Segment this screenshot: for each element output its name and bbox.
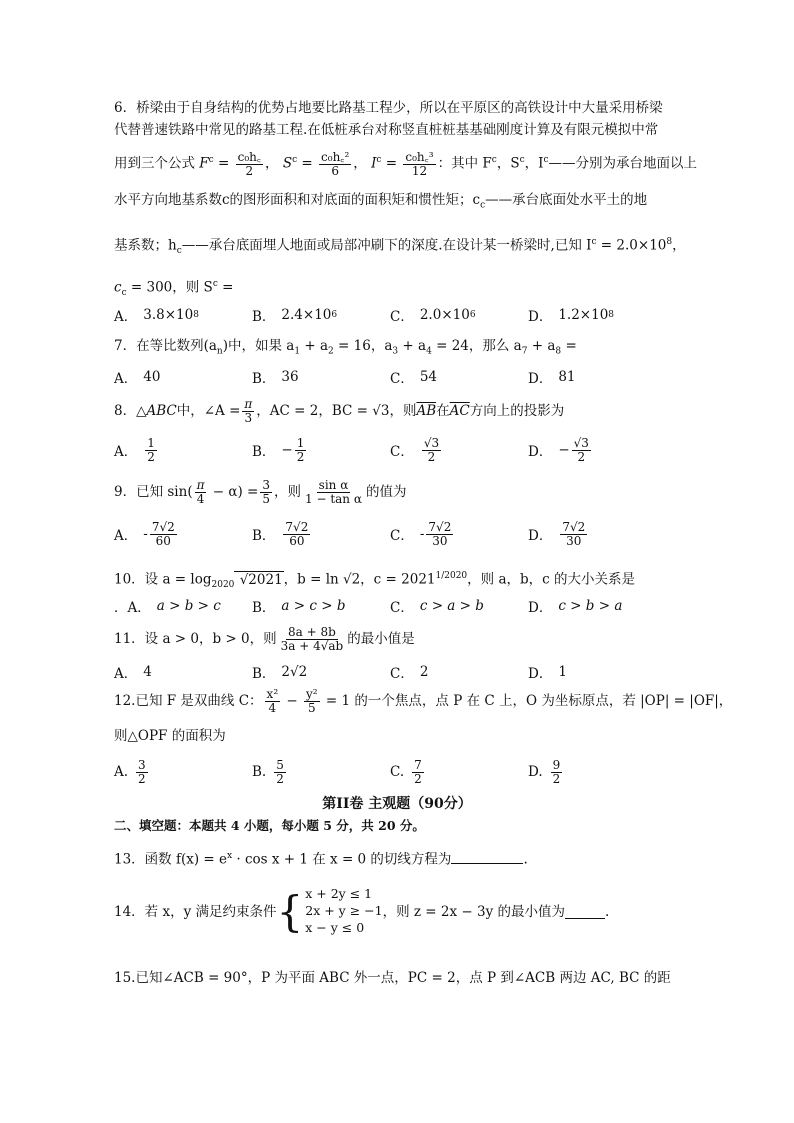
q7-option-c[interactable]: C． 54 — [390, 369, 438, 387]
formula-f: $\frac{\text{c₀h꜀}}{2}$ — [237, 149, 262, 178]
q14-answer-blank[interactable] — [565, 906, 605, 919]
q9-option-a[interactable]: A． - $\frac{7√2}{60}$ — [114, 519, 175, 548]
q6-options — [114, 295, 684, 335]
q11-option-d[interactable]: D． 1 — [528, 664, 567, 682]
section-subtitle: 二、填空题：本题共 4 小题，每小题 5 分，共 20 分。 — [114, 818, 425, 833]
q6-option-c[interactable]: C． 2.0×10 6 — [390, 307, 476, 325]
q7-option-d[interactable]: D． 81 — [528, 369, 576, 387]
q12-option-a[interactable]: A. $\frac{3}{2}$ — [114, 757, 146, 786]
q11-stem: 11．设 a > 0，b > 0，则 $\frac{8a + 8b}{3a + 4√ab}$ 的最小值是 — [114, 625, 415, 653]
q13-stem: 13．函数 $f(x) = e^x \cdot \cos x + 1$ 在 x = 0 的切线方程为 . — [114, 851, 528, 868]
q6-line-4: 水平方向地基系数c的图形面积和对底面的面积矩和惯性矩；$c_c——$承台底面处水平土的地 — [114, 192, 648, 211]
q14-stem: 14．若 x，y 满足约束条件 { x + 2y ≤ 1 2x + y ≥ −1 x − y ≤ 0 ，则 z = 2x − 3y 的最小值为 . — [114, 882, 684, 942]
formula-s: $\frac{\text{c₀h꜀²}}{6}$ — [321, 149, 350, 178]
vector-ab: $\overline{AB}$ — [416, 403, 437, 419]
q15-stem: 15.已知∠ACB = 90°，P 为平面 ABC 外一点，PC = 2，点 P 到∠ACB 两边 AC, BC 的距 — [114, 970, 671, 986]
q10-option-c[interactable]: C． c > a > b — [390, 598, 484, 616]
q6-option-d[interactable]: D． 1.2×10 8 — [528, 307, 615, 325]
q8-options — [114, 430, 684, 470]
q12-options — [114, 752, 684, 792]
q7-stem: 7．在等比数列$(a_n)$中，如果 $a_1 + a_2 = 16$，$a_3 + a_4 = 24$，那么 $a_7 + a_8$ = — [114, 338, 577, 357]
section-title: 第II卷 主观题（90分） — [322, 796, 472, 812]
q11-option-a[interactable]: A． 4 — [114, 664, 152, 682]
q6-line-3: 用到三个公式 $F^c$ = $\frac{\text{c₀h꜀}}{2}$ ， $S^c$ = $\frac{\text{c₀h꜀²}}{6}$ ， $I^c$ = $\frac{\text{c₀h꜀³}}{12}$ ：其中 $F^c$，$S^c$，$I^c——$分别为承台地面以上 — [114, 149, 698, 178]
q9-option-b[interactable]: B． $\frac{7√2}{60}$ — [252, 519, 309, 548]
q10-option-d[interactable]: D． c > b > a — [528, 598, 623, 616]
q12-stem-line-2: 则△OPF 的面积为 — [114, 728, 226, 744]
q10-options — [114, 586, 684, 626]
q8-option-b[interactable]: B． − $\frac{1}{2}$ — [252, 435, 305, 464]
q12-option-b[interactable]: B. $\frac{5}{2}$ — [252, 757, 284, 786]
q9-stem: 9．已知 sin( $\frac{\pi}{4}$ − α) = $\frac{3}{5}$ ，则 $\frac{\text{sin α}}{\text{1 − tan α}}$ 的值为 — [114, 478, 407, 506]
q9-option-d[interactable]: D． $\frac{7√2}{30}$ — [528, 519, 586, 548]
q10-stem: 10．设 $a = \log_{2020} √2021$，b = ln √2，$c = 2021^{1/2020}$，则 a，b，c 的大小关系是 — [114, 571, 636, 591]
q7-option-b[interactable]: B． 36 — [252, 369, 299, 387]
q8-stem: 8．△ABC中，∠A = $\frac{\pi}{3}$ ，AC = 2，BC = √3，则$\overline{AB}$在$\overline{AC}$方向上的投影为 — [114, 397, 565, 425]
q6-option-a[interactable]: A． 3.8×10 8 — [114, 307, 199, 325]
q10-option-b[interactable]: B． a > c > b — [252, 598, 346, 616]
q10-option-a[interactable]: ．A． a > b > c — [114, 598, 221, 616]
q6-line-1: 6．桥梁由于自身结构的优势占地要比路基工程少，所以在平原区的高铁设计中大量采用桥梁 — [114, 100, 663, 116]
q13-answer-blank[interactable] — [451, 851, 523, 864]
constraint-system: { x + 2y ≤ 1 2x + y ≥ −1 x − y ≤ 0 — [276, 886, 383, 936]
vector-ac: $\overline{AC}$ — [449, 403, 470, 419]
q6-option-b[interactable]: B． 2.4×10 6 — [252, 307, 338, 325]
q8-option-a[interactable]: A． $\frac{1}{2}$ — [114, 435, 155, 464]
q6-line-5: 基系数；$h_c——$承台底面埋人地面或局部冲刷下的深度.在设计某一桥梁时,已知 $I^c = 2.0\times 10^8$， — [114, 237, 686, 257]
formula-i: $\frac{\text{c₀h꜀³}}{12}$ — [405, 149, 434, 178]
q12-option-c[interactable]: C. $\frac{7}{2}$ — [390, 757, 422, 786]
q8-option-c[interactable]: C． $\frac{√3}{2}$ — [390, 435, 440, 464]
q6-line-2: 代替普速铁路中常见的路基工程.在低桩承台对称竖直桩桩基基础刚度计算及有限元模拟中常 — [114, 122, 659, 138]
q11-option-c[interactable]: C． 2 — [390, 664, 429, 682]
q9-option-c[interactable]: C． - $\frac{7√2}{30}$ — [390, 519, 452, 548]
q6-line-6: $c_c = 300$，则 $S^c$ = — [114, 279, 234, 299]
q7-options — [114, 357, 684, 397]
q9-options — [114, 514, 684, 554]
q8-option-d[interactable]: D． − $\frac{√3}{2}$ — [528, 435, 589, 464]
q12-option-d[interactable]: D. $\frac{9}{2}$ — [528, 757, 561, 786]
q11-option-b[interactable]: B． 2√2 — [252, 664, 308, 682]
q12-stem: 12.已知 F 是双曲线 C： $\frac{\text{x²}}{4}$ − $\frac{\text{y²}}{5}$ = 1 的一个焦点，点 P 在 C 上，O 为坐标原点，若 |OP| = |OF|， — [114, 687, 733, 715]
q7-option-a[interactable]: A． 40 — [114, 369, 161, 387]
